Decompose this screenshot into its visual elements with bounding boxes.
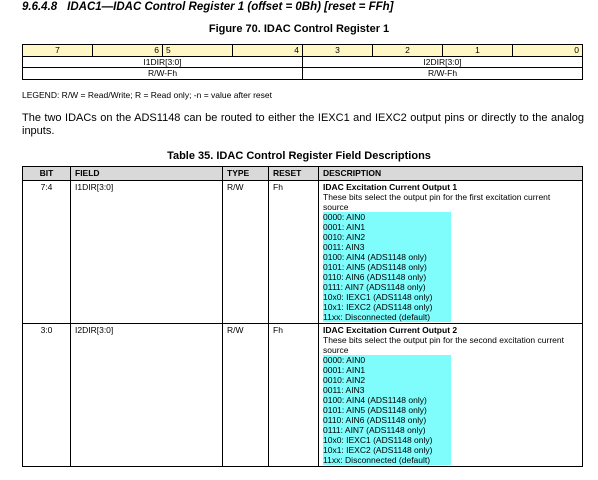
- description-title: IDAC Excitation Current Output 2: [323, 325, 458, 335]
- row-field: I2DIR[3:0]: [71, 324, 223, 467]
- header-description: DESCRIPTION: [319, 167, 583, 181]
- option-item: 0000: AIN0: [323, 212, 366, 222]
- option-item: 0000: AIN0: [323, 355, 366, 365]
- field-description-table: [22, 166, 583, 467]
- register-field-i1dir: I1DIR[3:0]: [23, 56, 303, 68]
- option-item: 0110: AIN6 (ADS1148 only): [323, 272, 427, 282]
- description-title: IDAC Excitation Current Output 1: [323, 182, 458, 192]
- body-paragraph: The two IDACs on the ADS1148 can be routed to either the IEXC1 and IEXC2 output pins or directly to the analog inputs.: [22, 112, 584, 137]
- row-reset: Fh: [269, 181, 319, 324]
- header-bit: BIT: [23, 167, 71, 181]
- bit-6: 6: [93, 45, 163, 57]
- register-diagram: [22, 44, 583, 80]
- option-item: 0011: AIN3: [323, 242, 365, 252]
- table-header-row: [23, 167, 583, 181]
- option-item: 0010: AIN2: [323, 375, 366, 385]
- option-list: [323, 355, 451, 465]
- row-description: [319, 181, 583, 324]
- section-title: IDAC1—IDAC Control Register 1 (offset = 0Bh) [reset = FFh]: [67, 1, 394, 13]
- register-field-i2dir: I2DIR[3:0]: [303, 56, 583, 68]
- table-row: [23, 324, 583, 467]
- description-text: These bits select the output pin for the second excitation current source: [323, 335, 564, 355]
- option-item: 0001: AIN1: [323, 365, 366, 375]
- register-access-row: [23, 68, 583, 80]
- bit-7: 7: [23, 45, 93, 57]
- option-item: 0111: AIN7 (ADS1148 only): [323, 282, 426, 292]
- bit-4: 4: [233, 45, 303, 57]
- bit-5: 5: [163, 45, 233, 57]
- option-item: 0110: AIN6 (ADS1148 only): [323, 415, 427, 425]
- description-text: These bits select the output pin for the first excitation current source: [323, 192, 551, 212]
- option-item: 11xx: Disconnected (default): [323, 312, 431, 322]
- bit-0: 0: [513, 45, 583, 57]
- option-item: 0100: AIN4 (ADS1148 only): [323, 395, 427, 405]
- header-type: TYPE: [223, 167, 269, 181]
- row-field: I1DIR[3:0]: [71, 181, 223, 324]
- option-item: 10x1: IEXC2 (ADS1148 only): [323, 302, 433, 312]
- option-item: 0101: AIN5 (ADS1148 only): [323, 405, 427, 415]
- register-field-row: [23, 56, 583, 68]
- option-item: 10x1: IEXC2 (ADS1148 only): [323, 445, 433, 455]
- register-access-i1dir: R/W-Fh: [23, 68, 303, 80]
- table-title: Table 35. IDAC Control Register Field Descriptions: [167, 150, 431, 162]
- row-bit: 3:0: [23, 324, 71, 467]
- option-item: 10x0: IEXC1 (ADS1148 only): [323, 292, 433, 302]
- bit-2: 2: [373, 45, 443, 57]
- option-item: 0101: AIN5 (ADS1148 only): [323, 262, 427, 272]
- option-item: 0100: AIN4 (ADS1148 only): [323, 252, 427, 262]
- row-reset: Fh: [269, 324, 319, 467]
- option-item: 0001: AIN1: [323, 222, 366, 232]
- row-description: [319, 324, 583, 467]
- row-type: R/W: [223, 181, 269, 324]
- option-item: 0011: AIN3: [323, 385, 365, 395]
- section-number: 9.6.4.8: [22, 1, 58, 13]
- option-item: 10x0: IEXC1 (ADS1148 only): [323, 435, 433, 445]
- option-list: [323, 212, 451, 322]
- register-legend: LEGEND: R/W = Read/Write; R = Read only; -n = value after reset: [22, 90, 272, 100]
- option-item: 11xx: Disconnected (default): [323, 455, 431, 465]
- bit-1: 1: [443, 45, 513, 57]
- table-row: [23, 181, 583, 324]
- bit-3: 3: [303, 45, 373, 57]
- row-bit: 7:4: [23, 181, 71, 324]
- figure-title: Figure 70. IDAC Control Register 1: [208, 23, 390, 35]
- header-reset: RESET: [269, 167, 319, 181]
- row-type: R/W: [223, 324, 269, 467]
- header-field: FIELD: [71, 167, 223, 181]
- register-access-i2dir: R/W-Fh: [303, 68, 583, 80]
- option-item: 0111: AIN7 (ADS1148 only): [323, 425, 426, 435]
- section-heading: [22, 1, 393, 13]
- register-bit-row: [23, 45, 583, 57]
- option-item: 0010: AIN2: [323, 232, 366, 242]
